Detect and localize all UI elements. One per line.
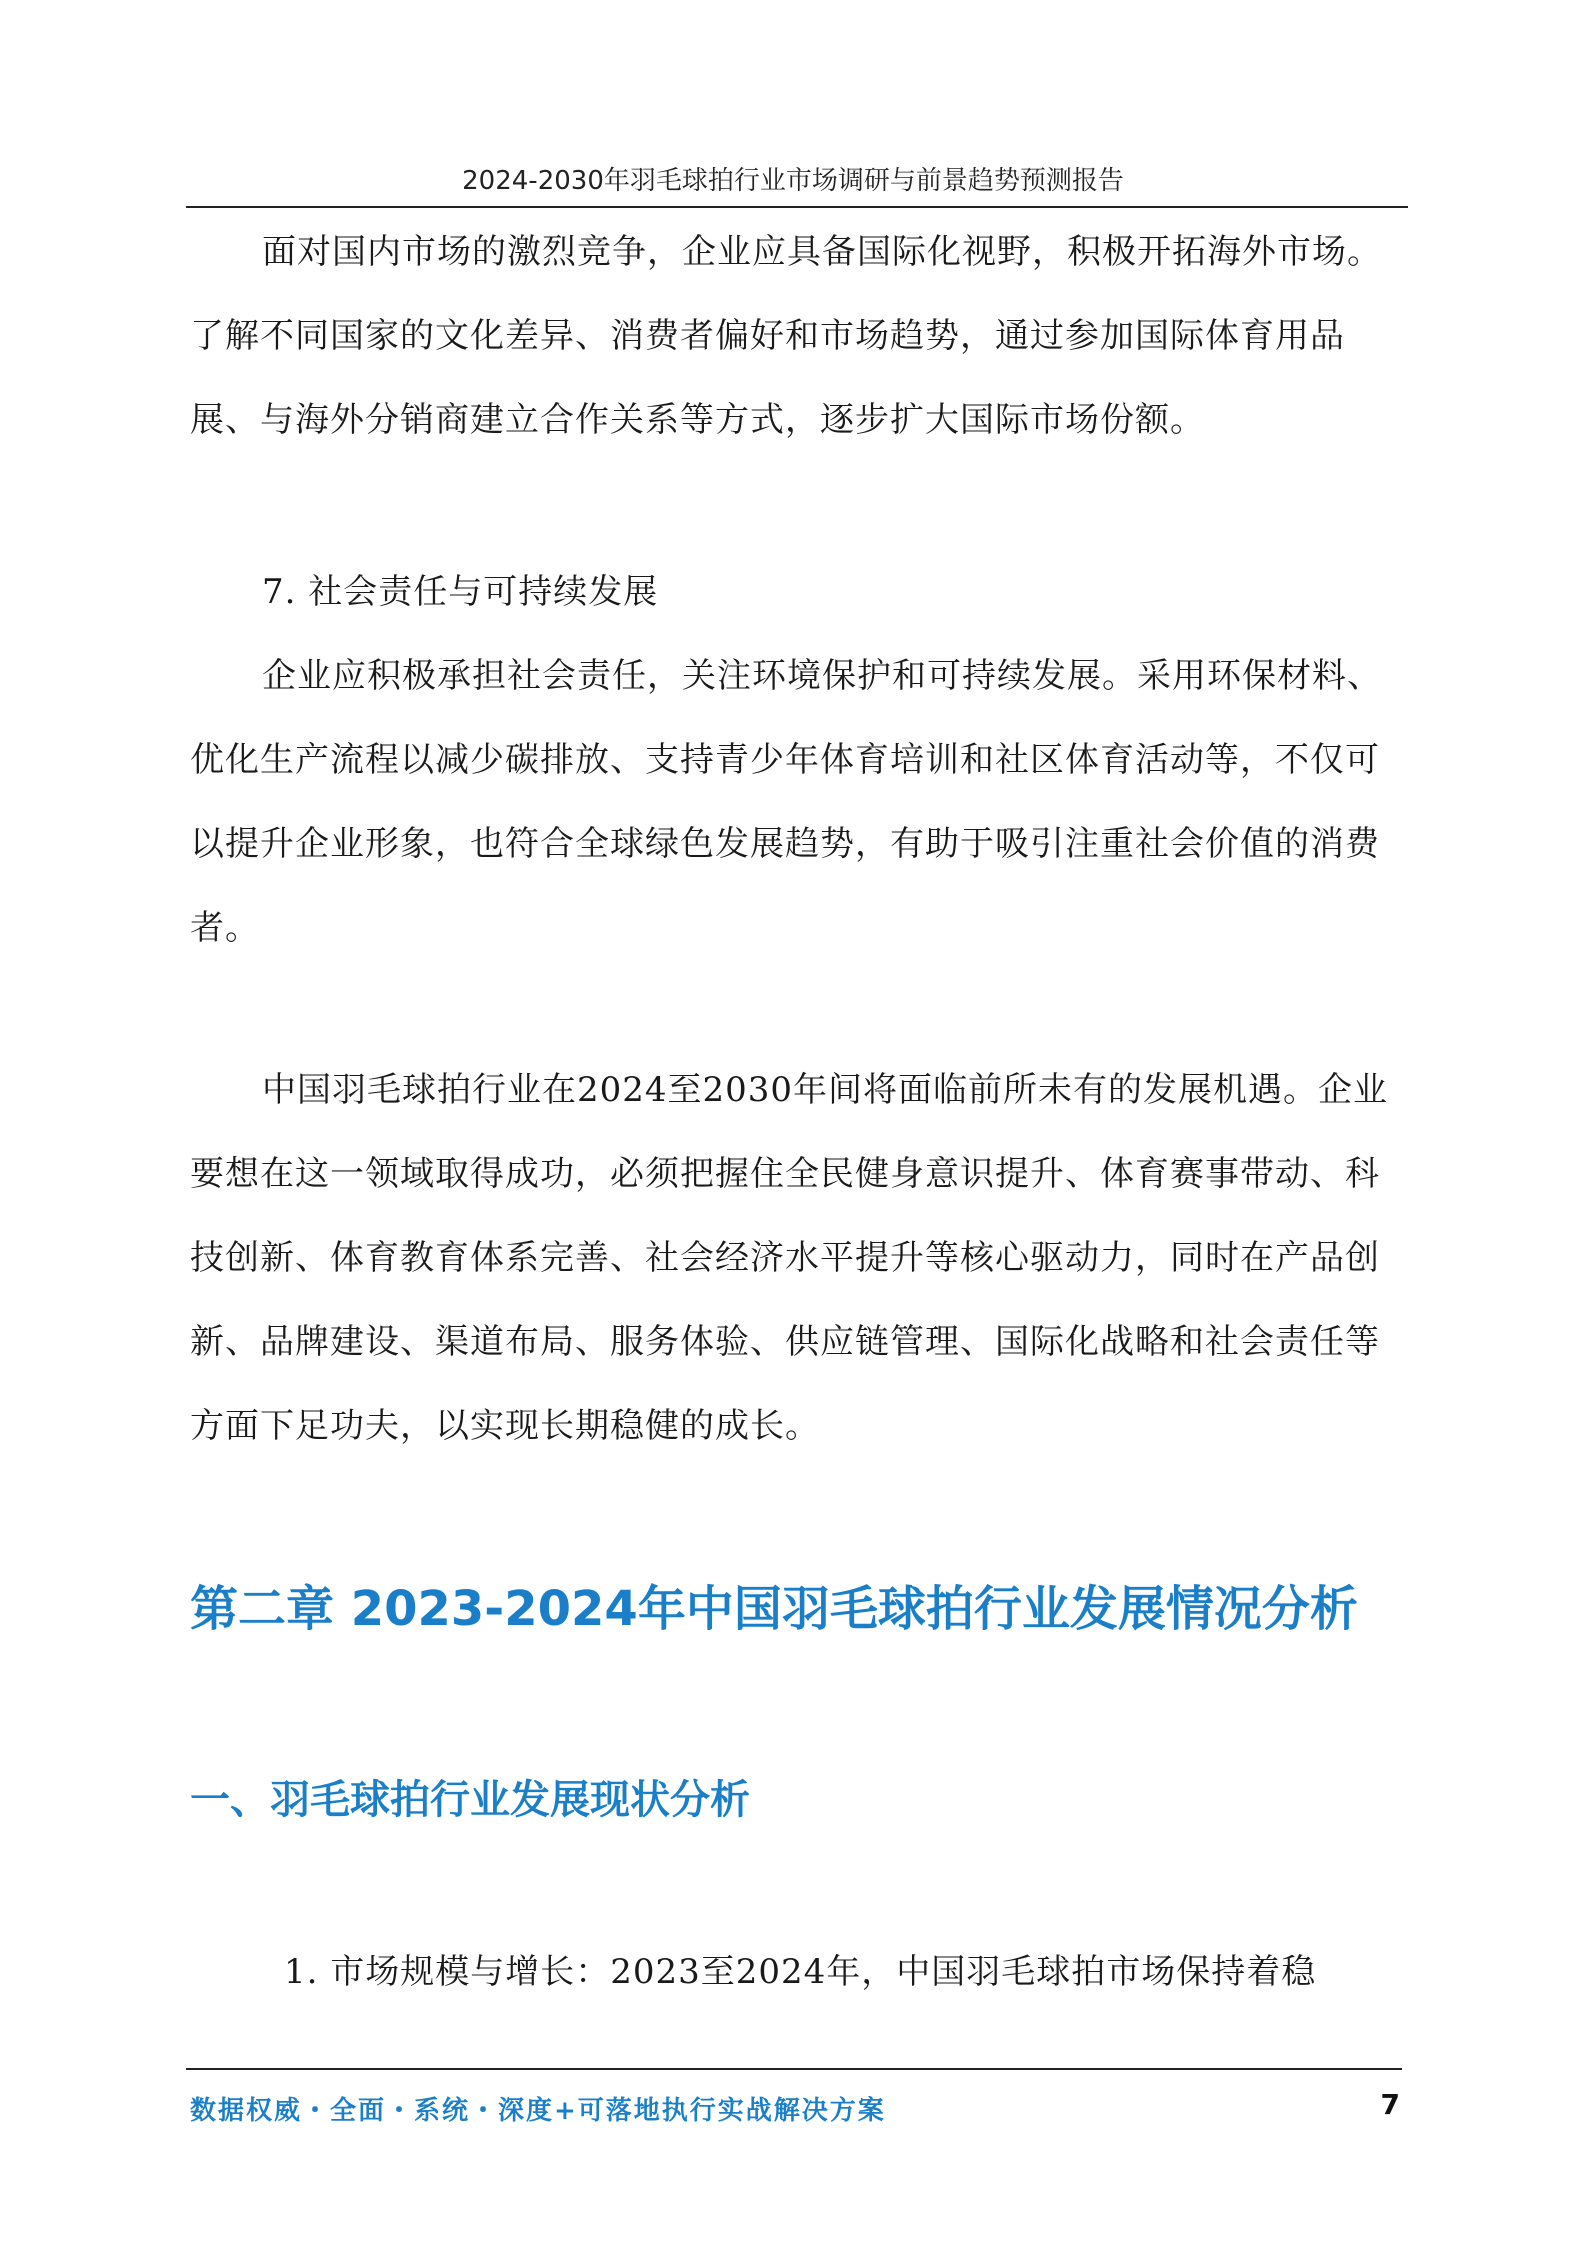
paragraph-social-responsibility: 企业应积极承担社会责任，关注环境保护和可持续发展。采用环保材料、优化生产流程以减少碳排放、支持青少年体育培训和社区体育活动等，不仅可以提升企业形象，也符合全球绿色发展趋势，有助于吸引注重社会价值的消费者。 — [190, 656, 1382, 948]
chapter-title: 第二章 2023-2024年中国羽毛球拍行业发展情况分析 — [190, 1581, 1358, 1637]
item-7-heading: 7. 社会责任与可持续发展 — [262, 572, 659, 612]
page-number: 7 — [1380, 2088, 1400, 2121]
item-1-text: 1. 市场规模与增长：2023至2024年，中国羽毛球拍市场保持着稳 — [284, 1952, 1317, 1992]
page-header-title: 2024-2030年羽毛球拍行业市场调研与前景趋势预测报告 — [462, 166, 1124, 196]
section-title: 一、羽毛球拍行业发展现状分析 — [190, 1777, 750, 1823]
paragraph-international-expansion: 面对国内市场的激烈竞争，企业应具备国际化视野，积极开拓海外市场。了解不同国家的文化差异、消费者偏好和市场趋势，通过参加国际体育用品展、与海外分销商建立合作关系等方式，逐步扩大国际市场份额。 — [190, 232, 1382, 440]
footer-slogan: 数据权威・全面・系统・深度+可落地执行实战解决方案 — [190, 2096, 886, 2126]
footer-divider — [186, 2068, 1402, 2070]
header-divider — [186, 206, 1408, 208]
paragraph-summary: 中国羽毛球拍行业在2024至2030年间将面临前所未有的发展机遇。企业要想在这一领域取得成功，必须把握住全民健身意识提升、体育赛事带动、科技创新、体育教育体系完善、社会经济水平提升等核心驱动力，同时在产品创新、品牌建设、渠道布局、服务体验、供应链管理、国际化战略和社会责任等方面下足功夫，以实现长期稳健的成长。 — [190, 1070, 1389, 1446]
